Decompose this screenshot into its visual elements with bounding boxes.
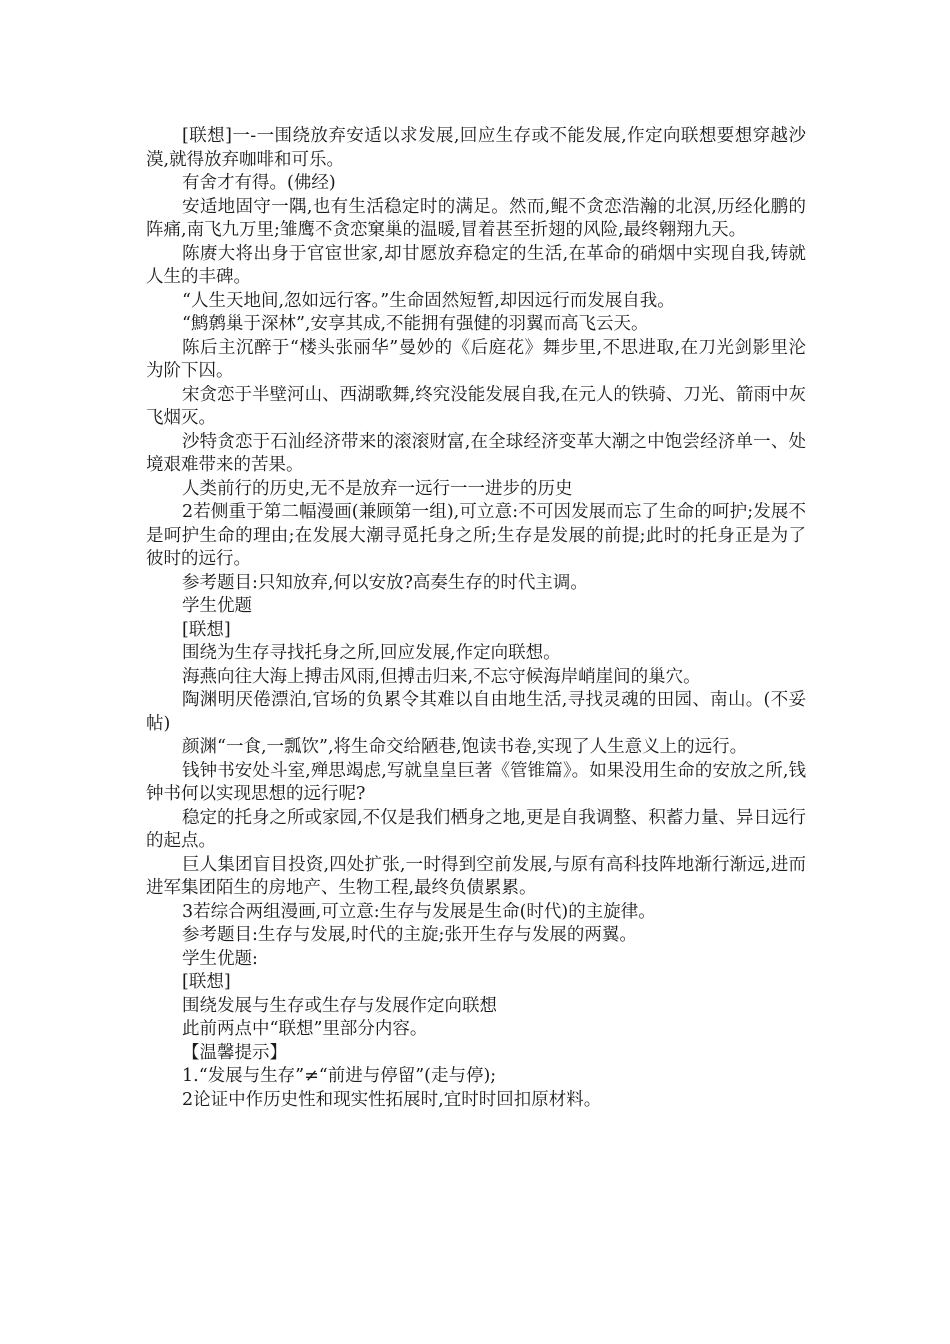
paragraph: 参考题目:只知放弃,何以安放?高奏生存的时代主调。 bbox=[182, 572, 588, 593]
paragraph: 钱钟书安处斗室,殚思竭虑,写就皇皇巨著《管锥篇》。如果没用生命的安放之所,钱钟书何以实现思想的远行呢? bbox=[146, 760, 806, 804]
paragraph: 颜渊“一食,一瓢饮”,将生命交给陋巷,饱读书卷,实现了人生意义上的远行。 bbox=[182, 737, 748, 757]
paragraph: 陶渊明厌倦漂泊,官场的负累令其难以自由地生活,寻找灵魂的田园、南山。(不妥帖) bbox=[146, 690, 806, 734]
paragraph: 陈赓大将出身于官宦世家,却甘愿放弃稳定的生活,在革命的硝烟中实现自我,铸就人生的丰碑。 bbox=[146, 243, 806, 287]
paragraph: [联想]一-一围绕放弃安适以求发展,回应生存或不能发展,作定向联想要想穿越沙漠,就得放弃咖啡和可乐。 bbox=[146, 126, 806, 170]
paragraph: “鹪鹩巢于深林”,安享其成,不能拥有强健的羽翼而高飞云天。 bbox=[182, 314, 649, 334]
paragraph: [联想] bbox=[182, 619, 231, 640]
paragraph: 【温馨提示】 bbox=[182, 1042, 287, 1063]
paragraph: 人类前行的历史,无不是放弃一远行一一进步的历史 bbox=[182, 478, 573, 499]
paragraph: 围绕为生存寻找托身之所,回应发展,作定向联想。 bbox=[182, 643, 561, 663]
paragraph: 围绕发展与生存或生存与发展作定向联想 bbox=[182, 995, 497, 1016]
paragraph: 巨人集团盲目投资,四处扩张,一时得到空前发展,与原有高科技阵地渐行渐远,进而进军集团陌生的房地产、生物工程,最终负债累累。 bbox=[146, 854, 806, 898]
paragraph: 陈后主沉醉于“楼头张丽华”曼妙的《后庭花》舞步里,不思进取,在刀光剑影里沦为阶下囚。 bbox=[146, 337, 806, 381]
paragraph: 稳定的托身之所或家园,不仅是我们栖身之地,更是自我调整、积蓄力量、异日远行的起点。 bbox=[146, 807, 806, 851]
paragraph: 1.“发展与生存”≠“前进与停留”(走与停); bbox=[182, 1066, 497, 1086]
paragraph: 沙特贪恋于石汕经济带来的滚滚财富,在全球经济变革大潮之中饱尝经济单一、处境艰难带来的苦果。 bbox=[146, 431, 806, 475]
paragraph: 安适地固守一隅,也有生活稳定时的满足。然而,鲲不贪恋浩瀚的北溟,历经化鹏的阵痛,南飞九万里;雏鹰不贪恋窠巢的温暖,冒着甚至折翅的风险,最终翱翔九天。 bbox=[146, 196, 806, 240]
paragraph: 宋贪恋于半壁河山、西湖歌舞,终究没能发展自我,在元人的铁骑、刀光、箭雨中灰飞烟灭。 bbox=[146, 384, 806, 428]
paragraph: 参考题目:生存与发展,时代的主旋;张开生存与发展的两翼。 bbox=[182, 925, 637, 945]
paragraph: 此前两点中“联想”里部分内容。 bbox=[182, 1019, 428, 1039]
paragraph: 海燕向往大海上搏击风雨,但搏击归来,不忘守候海岸峭崖间的巢穴。 bbox=[182, 666, 701, 687]
paragraph: 有舍才有得。(佛经) bbox=[182, 173, 336, 193]
paragraph: 3若综合两组漫画,可立意:生存与发展是生命(时代)的主旋律。 bbox=[182, 901, 656, 922]
paragraph: [联想] bbox=[182, 972, 231, 992]
paragraph: 学生优题: bbox=[182, 948, 258, 969]
paragraph: 2若侧重于第二幅漫画(兼顾第一组),可立意:不可因发展而忘了生命的呵护;发展不是呵护生命的理由;在发展大潮寻觅托身之所;生存是发展的前提;此时的托身正是为了彼时的远行。 bbox=[146, 502, 806, 569]
paragraph: 2论证中作历史性和现实性拓展时,宜时时回扣原材料。 bbox=[182, 1089, 602, 1110]
paragraph: 学生优题 bbox=[182, 596, 252, 616]
paragraph: “人生天地间,忽如远行客。”生命固然短暂,却因远行而发展自我。 bbox=[182, 290, 675, 311]
document-body bbox=[146, 125, 806, 1112]
